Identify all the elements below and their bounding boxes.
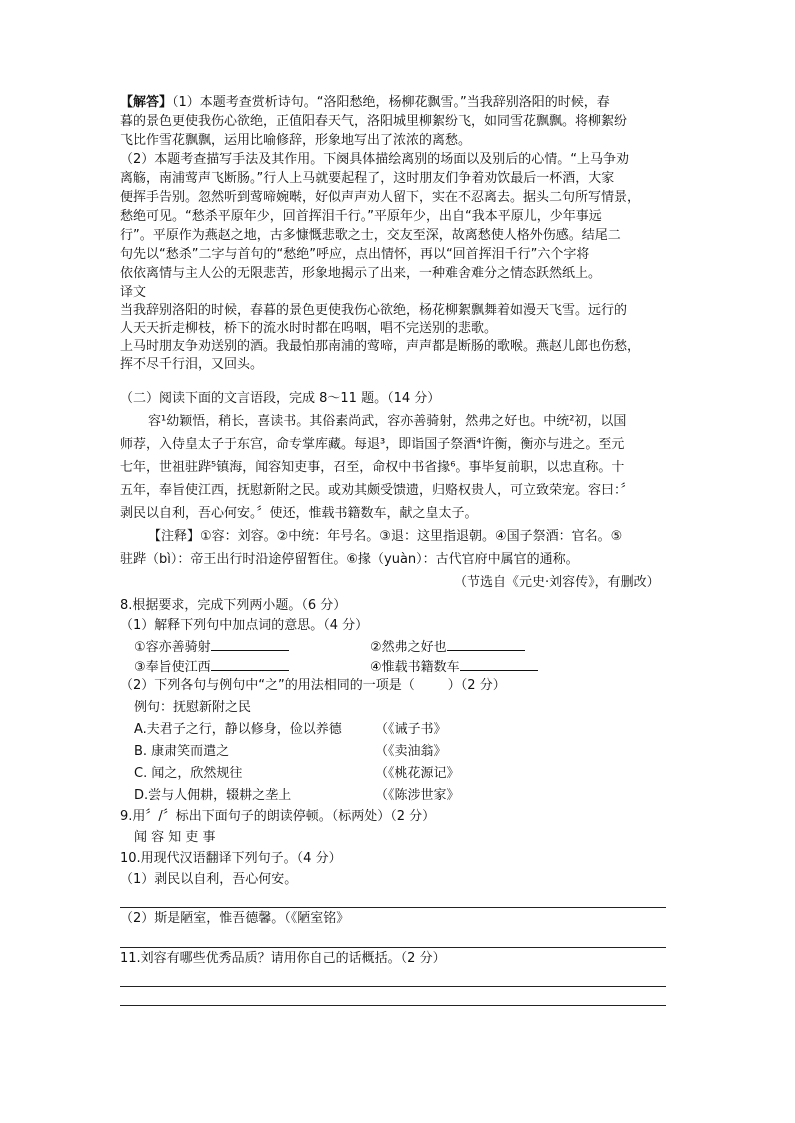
- translation-label: 译文: [120, 285, 147, 300]
- q10-title: 10.用现代汉语翻译下列句子。（4 分）: [120, 851, 342, 866]
- translation-line-1: 当我辞别洛阳的时候，春暮的景色更使我伤心欲绝，杨花柳絮飘舞着如漫天飞雪。远行的: [120, 303, 628, 318]
- answer-line-5: 离觞，南浦莺声飞断肠。”行人上马就要起程了，这时朋友们争着劝饮最后一杯酒，大家: [120, 171, 615, 186]
- answer-line-4: （2）本题考查描写手法及其作用。下阕具体描绘离别的场面以及别后的心情。“上马争劝: [120, 152, 630, 167]
- q8-option-b: B. 康肃笑而遣之: [134, 744, 230, 759]
- answer-line[interactable]: [120, 986, 666, 987]
- answer-blank[interactable]: [460, 657, 538, 671]
- q10-sentence-2: （2）斯是陋室，惟吾德馨。（《陋室铭》: [120, 911, 350, 926]
- q8-option-a-source: （《诫子书》: [375, 722, 447, 737]
- translation-line-2: 人天天折走柳枝，桥下的流水时时都在呜咽，唱不完送别的悲歌。: [120, 321, 498, 336]
- notes-line-1: 【注释】①容：刘容。②中统：年号名。③退：这里指退朝。④国子祭酒：官名。⑤: [148, 529, 623, 544]
- passage-line-5: 剥民以自利，吾心何安。〞使还，惟载书籍数车，献之皇太子。: [120, 506, 478, 521]
- q8-option-c-source: （《桃花源记》: [375, 766, 460, 781]
- answer-line-9: 句先以“愁杀”二字与首句的“愁绝”呼应，点出情怀，再以“回首挥泪千行”六个字将: [120, 247, 590, 262]
- q10-sentence-1: （1）剥民以自利，吾心何安。: [120, 872, 298, 887]
- q8-option-d-source: （《陈涉世家》: [375, 788, 460, 803]
- translation-line-4: 挥不尽千行泪，又回头。: [120, 357, 264, 372]
- answer-label: 【解答】: [120, 95, 173, 110]
- q8-item-1: ①容亦善骑射: [134, 637, 289, 657]
- q8-item-3: ③奉旨使江西: [134, 657, 289, 677]
- passage-line-3: 七年，世祖驻跸⁵镇海，闻容知吏事，召至，命权中书省掾⁶。事毕复前职，以忠直称。十: [120, 460, 625, 475]
- q8-item-4: ④惟载书籍数车: [370, 657, 538, 677]
- q8-title: 8.根据要求，完成下列两小题。（6 分）: [120, 598, 347, 613]
- q8-option-a: A.夫君子之行，静以修身，俭以养德: [134, 722, 342, 737]
- q8-example: 例句：抚慰新附之民: [134, 700, 252, 715]
- answer-line-1: 【解答】（1）本题考查赏析诗句。“洛阳愁绝，杨柳花飘雪。”当我辞别洛阳的时候，春: [120, 95, 610, 110]
- passage-source: （节选自《元史·刘容传》，有删改）: [454, 575, 660, 590]
- q11-title: 11.刘容有哪些优秀品质？请用你自己的话概括。（2 分）: [120, 951, 446, 966]
- translation-line-3: 上马时朋友争劝送别的酒。我最怕那南浦的莺啼，声声都是断肠的歌喉。燕赵儿郎也伤愁，: [120, 339, 641, 354]
- notes-line-2: 驻跸（bì）：帝王出行时沿途停留暂住。⑥掾（yuàn）：古代官府中属官的通称。: [120, 552, 579, 567]
- answer-line-3: 飞比作雪花飘飘，运用比喻修辞，形象地写出了浓浓的离愁。: [120, 133, 472, 148]
- answer-line-8: 行”。平原作为燕赵之地，古多慷慨悲歌之士，交友至深，故离愁使人格外伤感。结尾二: [120, 228, 621, 243]
- q8-option-b-source: （《卖油翁》: [375, 744, 447, 759]
- q8-option-d: D.尝与人佣耕，辍耕之垄上: [134, 788, 292, 803]
- answer-line-2: 暮的景色更使我伤心欲绝，正值阳春天气，洛阳城里柳絮纷飞，如同雪花飘飘。将柳絮纷: [120, 114, 628, 129]
- passage-line-4: 五年，奉旨使江西，抚慰新附之民。或劝其颇受馈遗，归赂权贵人，可立致荣宠。容曰：〞: [120, 483, 634, 498]
- answer-blank[interactable]: [447, 637, 525, 651]
- answer-line[interactable]: [120, 1005, 666, 1006]
- q8-sub2: （2）下列各句与例句中“之”的用法相同的一项是（ ）（2 分）: [120, 678, 506, 693]
- answer-blank[interactable]: [211, 637, 289, 651]
- q8-option-c: C. 闻之，欣然规往: [134, 766, 243, 781]
- q8-item-2: ②然弗之好也: [370, 637, 525, 657]
- q9-sentence: 闻 容 知 吏 事: [134, 830, 216, 845]
- q8-sub1: （1）解释下列句中加点词的意思。（4 分）: [120, 618, 369, 633]
- passage-line-2: 师荐，入侍皇太子于东宫，命专掌库藏。每退³，即诣国子祭酒⁴许衡，衡亦与进之。至元: [120, 437, 625, 452]
- answer-line-7: 愁绝可见。“愁杀平原年少，回首挥泪千行。”平原年少，出自“我本平原儿，少年事远: [120, 209, 602, 224]
- answer-line[interactable]: [120, 907, 666, 908]
- answer-line-10: 依依离情与主人公的无限悲苦，形象地揭示了出来，一种难舍难分之情态跃然纸上。: [120, 266, 602, 281]
- answer-blank[interactable]: [211, 657, 289, 671]
- answer-line[interactable]: [120, 947, 666, 948]
- passage-line-1: 容¹幼颖悟，稍长，喜读书。其俗素尚武，容亦善骑射，然弗之好也。中统²初，以国: [148, 414, 627, 429]
- section2-title: （二）阅读下面的文言语段，完成 8～11 题。（14 分）: [120, 391, 441, 406]
- q9-title: 9.用〞/〞标出下面句子的朗读停顿。（标两处）（2 分）: [120, 809, 436, 824]
- answer-line-6: 便挥手告别。忽然听到莺啼婉啭，好似声声劝人留下，实在不忍离去。据头二句所写情景，: [120, 190, 641, 205]
